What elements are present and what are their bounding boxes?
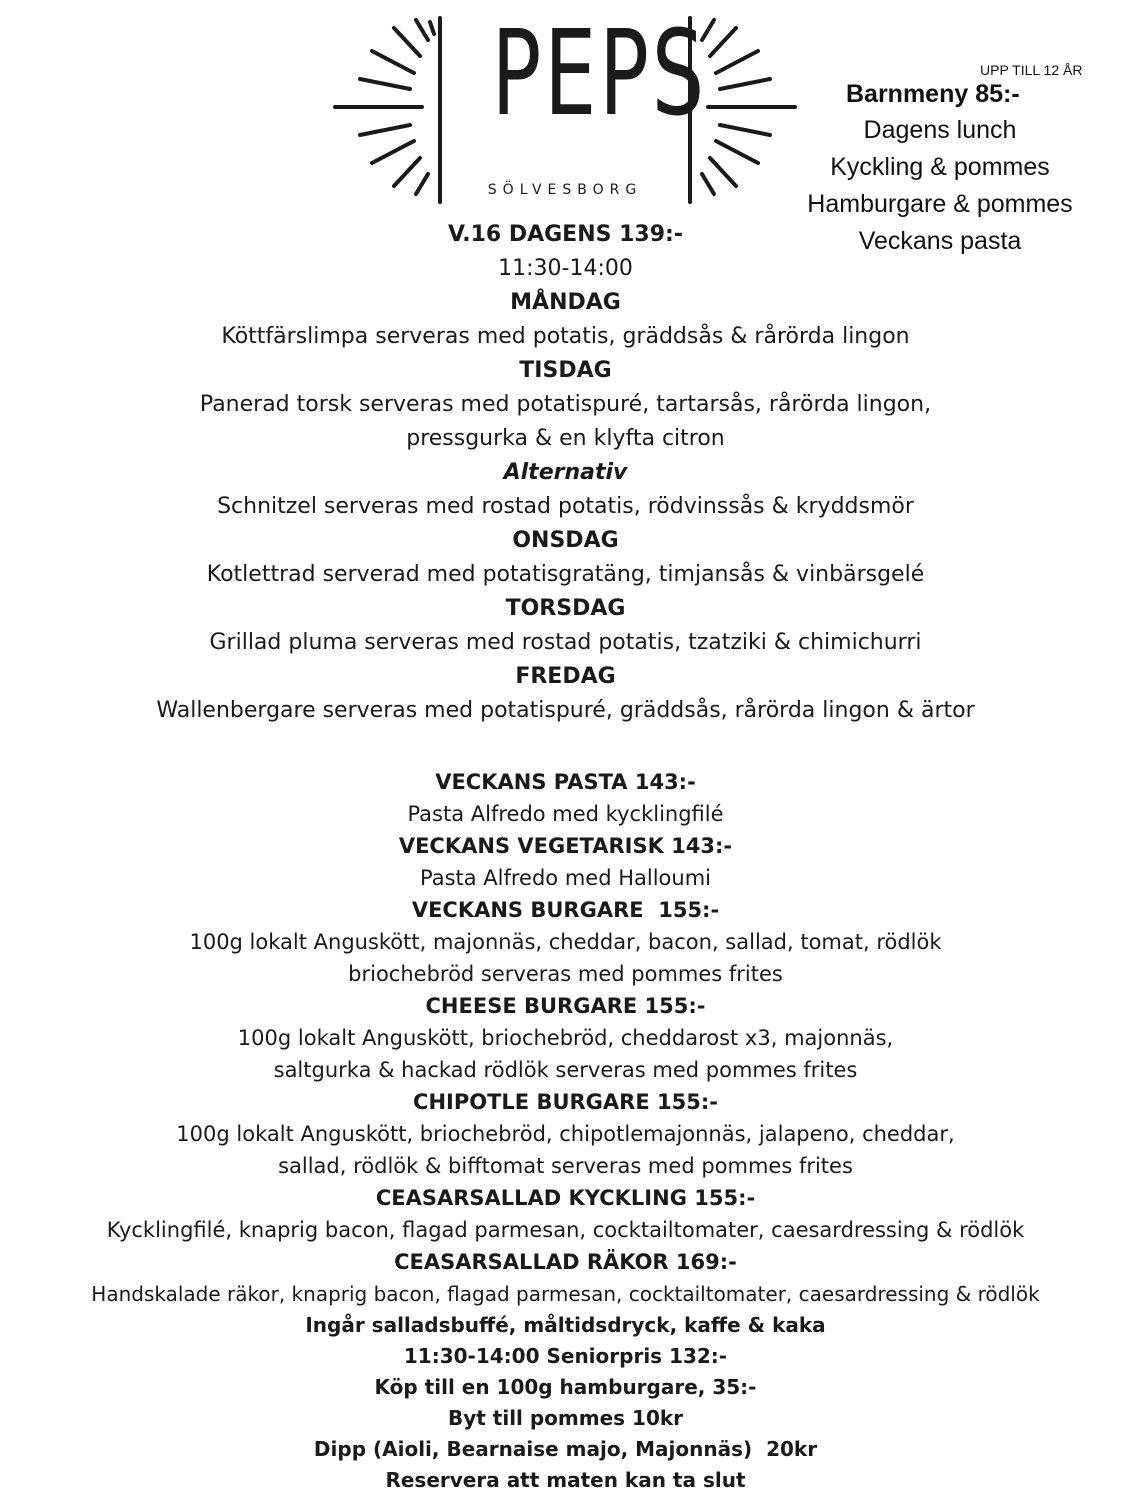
day-monday: MÅNDAG bbox=[510, 290, 621, 315]
cheese-burger-desc-line1: 100g lokalt Anguskött, briochebröd, cheddarost x3, majonnäs, bbox=[237, 1026, 894, 1050]
caesar-chicken-title: CEASARSALLAD KYCKLING 155:- bbox=[375, 1186, 756, 1210]
caesar-chicken-desc: Kycklingfilé, knaprig bacon, flagad parmesan, cocktailtomater, caesardressing & rödlök bbox=[106, 1218, 1025, 1242]
day-friday: FREDAG bbox=[515, 664, 616, 689]
pasta-desc: Pasta Alfredo med kycklingfilé bbox=[407, 802, 724, 826]
chipotle-burger-desc-line1: 100g lokalt Anguskött, briochebröd, chipotlemajonnäs, jalapeno, cheddar, bbox=[176, 1122, 955, 1146]
senior-price: 11:30-14:00 Seniorpris 132:- bbox=[403, 1344, 728, 1368]
logo-wordmark: PEPS bbox=[491, 4, 707, 142]
cheese-burger-desc-line2: saltgurka & hackad rödlök serveras med pommes frites bbox=[273, 1058, 858, 1082]
kids-menu-item: Hamburgare & pommes bbox=[807, 190, 1073, 218]
week-title: V.16 DAGENS 139:- bbox=[448, 222, 683, 247]
dish-tuesday-line2: pressgurka & en klyfta citron bbox=[406, 426, 725, 451]
dish-thursday: Grillad pluma serveras med rostad potatis, tzatziki & chimichurri bbox=[209, 630, 922, 655]
fries-note: Byt till pommes 10kr bbox=[447, 1406, 684, 1430]
burger-desc-line1: 100g lokalt Anguskött, majonnäs, cheddar, bacon, sallad, tomat, rödlök bbox=[189, 930, 942, 954]
day-thursday: TORSDAG bbox=[505, 596, 626, 621]
chipotle-burger-title: CHIPOTLE BURGARE 155:- bbox=[413, 1090, 718, 1114]
peps-logo bbox=[330, 4, 800, 210]
caesar-shrimp-desc: Handskalade räkor, knaprig bacon, flagad parmesan, cocktailtomater, caesardressing & rödlök bbox=[91, 1282, 1040, 1306]
reserve-note: Reservera att maten kan ta slut bbox=[385, 1468, 746, 1492]
burger-title: VECKANS BURGARE 155:- bbox=[411, 898, 720, 922]
kids-menu-item: Kyckling & pommes bbox=[830, 153, 1050, 181]
dish-friday: Wallenbergare serveras med potatispuré, gräddsås, rårörda lingon & ärtor bbox=[156, 698, 975, 723]
vegetarian-desc: Pasta Alfredo med Halloumi bbox=[419, 866, 711, 890]
dish-monday: Köttfärslimpa serveras med potatis, gräddsås & rårörda lingon bbox=[221, 324, 910, 349]
day-wednesday: ONSDAG bbox=[512, 528, 619, 553]
dip-note: Dipp (Aioli, Bearnaise majo, Majonnäs) 20kr bbox=[313, 1437, 818, 1461]
extra-burger-note: Köp till en 100g hamburgare, 35:- bbox=[374, 1375, 757, 1399]
logo-town: SÖLVESBORG bbox=[487, 182, 643, 198]
dish-tuesday-line1: Panerad torsk serveras med potatispuré, tartarsås, rårörda lingon, bbox=[199, 392, 932, 417]
dish-wednesday: Kotlettrad serverad med potatisgratäng, timjansås & vinbärsgelé bbox=[206, 562, 925, 587]
kids-age-note: UPP TILL 12 ÅR bbox=[980, 62, 1083, 78]
kids-menu-item: Dagens lunch bbox=[863, 116, 1017, 144]
kids-menu-title: Barnmeny 85:- bbox=[846, 80, 1020, 108]
day-tuesday: TISDAG bbox=[519, 358, 612, 383]
alternative-label: Alternativ bbox=[503, 460, 628, 485]
lunch-hours: 11:30-14:00 bbox=[498, 256, 633, 281]
dish-tuesday-alternative: Schnitzel serveras med rostad potatis, rödvinssås & kryddsmör bbox=[217, 494, 914, 519]
lunch-menu bbox=[0, 218, 1131, 1496]
cheese-burger-title: CHEESE BURGARE 155:- bbox=[425, 994, 706, 1018]
kids-menu-item: Veckans pasta bbox=[858, 227, 1022, 255]
section-spacer bbox=[0, 728, 1131, 766]
chipotle-burger-desc-line2: sallad, rödlök & bifftomat serveras med pommes frites bbox=[278, 1154, 853, 1178]
caesar-shrimp-title: CEASARSALLAD RÄKOR 169:- bbox=[394, 1250, 737, 1274]
vegetarian-title: VECKANS VEGETARISK 143:- bbox=[398, 834, 733, 858]
included-note: Ingår salladsbuffé, måltidsdryck, kaffe & kaka bbox=[305, 1313, 826, 1337]
burger-desc-line2: briochebröd serveras med pommes frites bbox=[348, 962, 783, 986]
pasta-title: VECKANS PASTA 143:- bbox=[435, 770, 696, 794]
